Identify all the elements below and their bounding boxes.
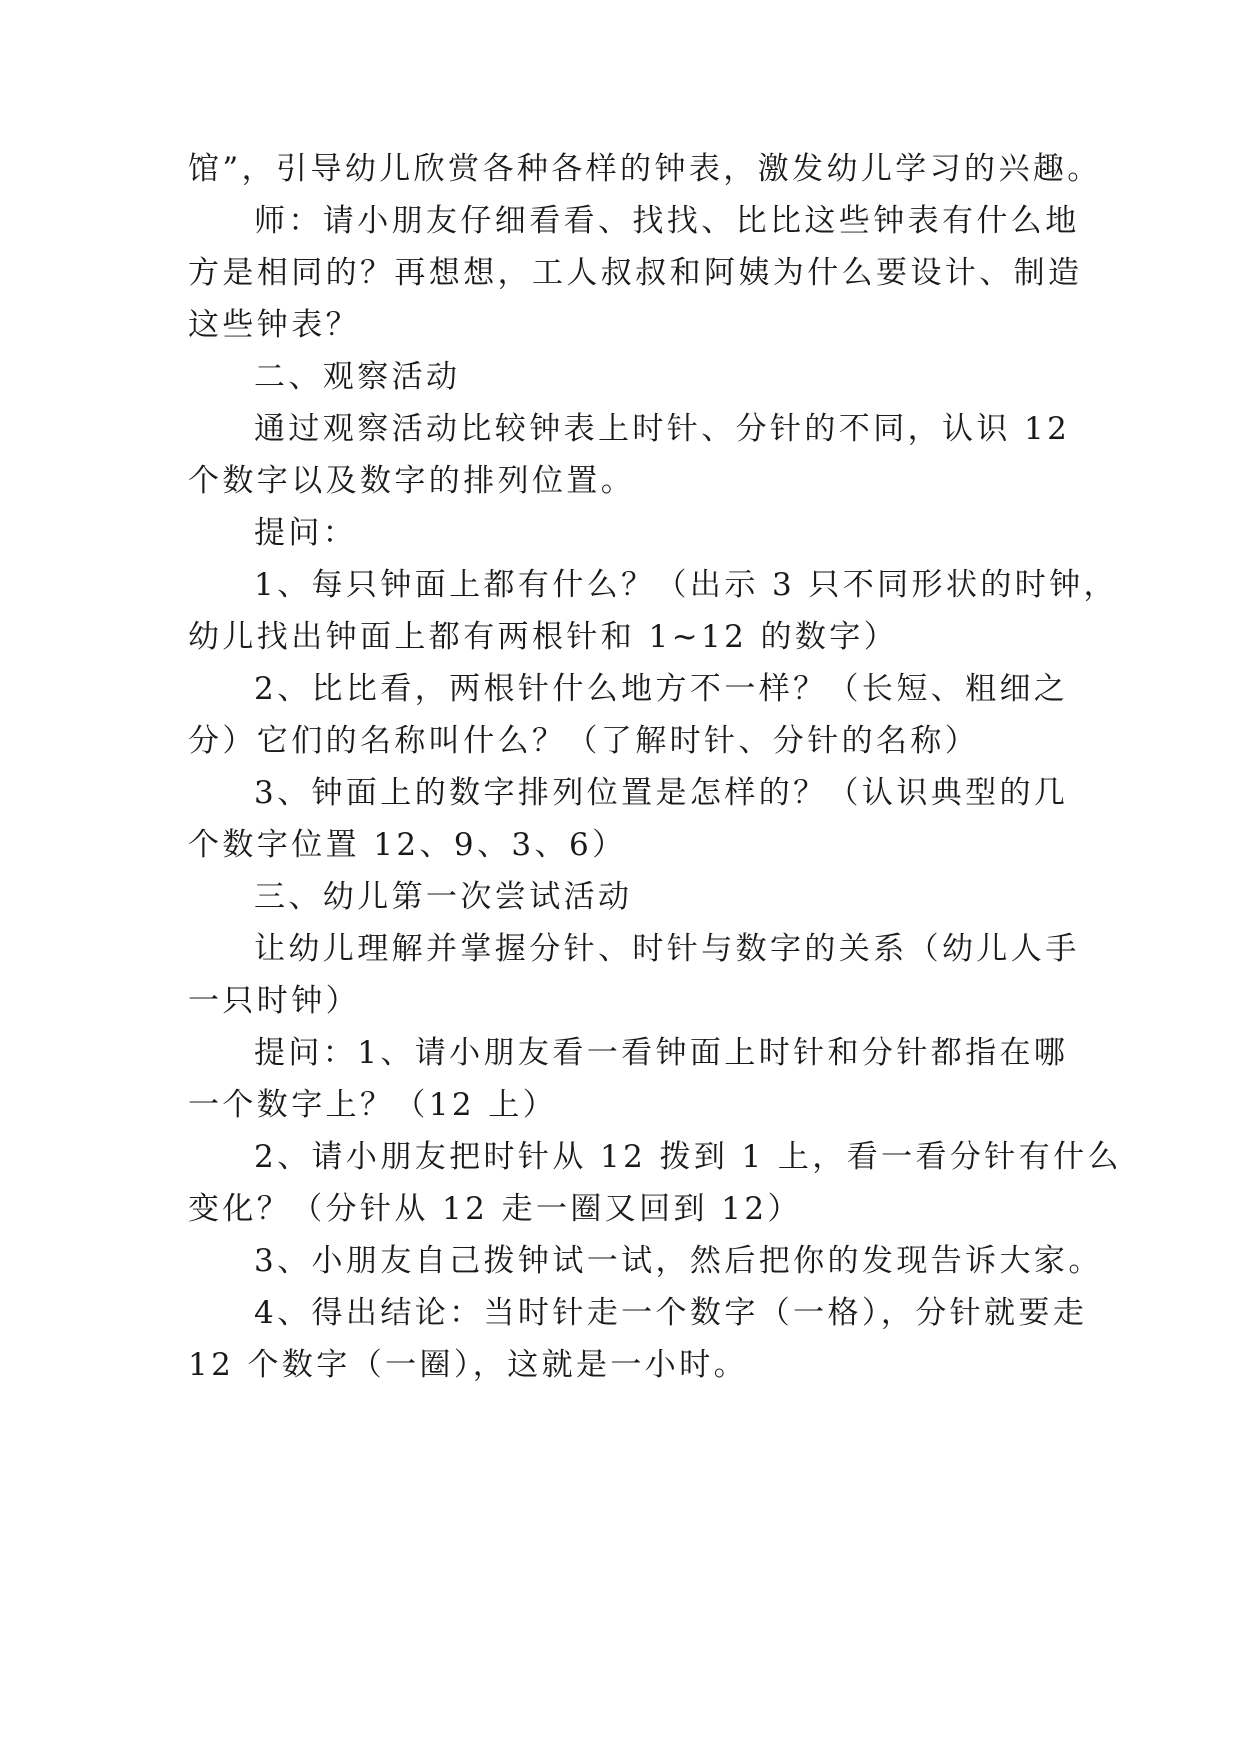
section-heading: 二、观察活动 xyxy=(254,359,461,395)
section-heading: 三、幼儿第一次尝试活动 xyxy=(254,879,633,915)
text-line: 提问： xyxy=(254,515,358,551)
text-line: 12 个数字（一圈），这就是一小时。 xyxy=(188,1347,748,1383)
text-line: 2、请小朋友把时针从 12 拨到 1 上，看一看分针有什么 xyxy=(254,1139,1122,1175)
text-line: 一只时钟） xyxy=(188,983,360,1019)
text-line: 通过观察活动比较钟表上时针、分针的不同，认识 12 xyxy=(254,411,1071,447)
text-line: 方是相同的？再想想，工人叔叔和阿姨为什么要设计、制造 xyxy=(188,255,1083,291)
text-line: 1、每只钟面上都有什么？（出示 3 只不同形状的时钟， xyxy=(254,567,1118,603)
text-line: 这些钟表？ xyxy=(188,307,360,343)
text-line: 馆”，引导幼儿欣赏各种各样的钟表，激发幼儿学习的兴趣。 xyxy=(188,151,1102,187)
text-line: 3、小朋友自己拨钟试一试，然后把你的发现告诉大家。 xyxy=(254,1243,1103,1279)
text-line: 2、比比看，两根针什么地方不一样？（长短、粗细之 xyxy=(254,671,1069,707)
text-line: 幼儿找出钟面上都有两根针和 1~12 的数字） xyxy=(188,619,899,655)
text-line: 3、钟面上的数字排列位置是怎样的？（认识典型的几 xyxy=(254,775,1069,811)
text-line: 个数字位置 12、9、3、6） xyxy=(188,827,627,863)
text-line: 师：请小朋友仔细看看、找找、比比这些钟表有什么地 xyxy=(254,203,1080,239)
text-line: 个数字以及数字的排列位置。 xyxy=(188,463,636,499)
text-line: 让幼儿理解并掌握分针、时针与数字的关系（幼儿人手 xyxy=(254,931,1080,967)
text-line: 提问：1、请小朋友看一看钟面上时针和分针都指在哪 xyxy=(254,1035,1069,1071)
text-line: 分）它们的名称叫什么？（了解时针、分针的名称） xyxy=(188,723,980,759)
text-line: 4、得出结论：当时针走一个数字（一格），分针就要走 xyxy=(254,1295,1088,1331)
text-line: 变化？（分针从 12 走一圈又回到 12） xyxy=(188,1191,802,1227)
text-line: 一个数字上？（12 上） xyxy=(188,1087,558,1123)
